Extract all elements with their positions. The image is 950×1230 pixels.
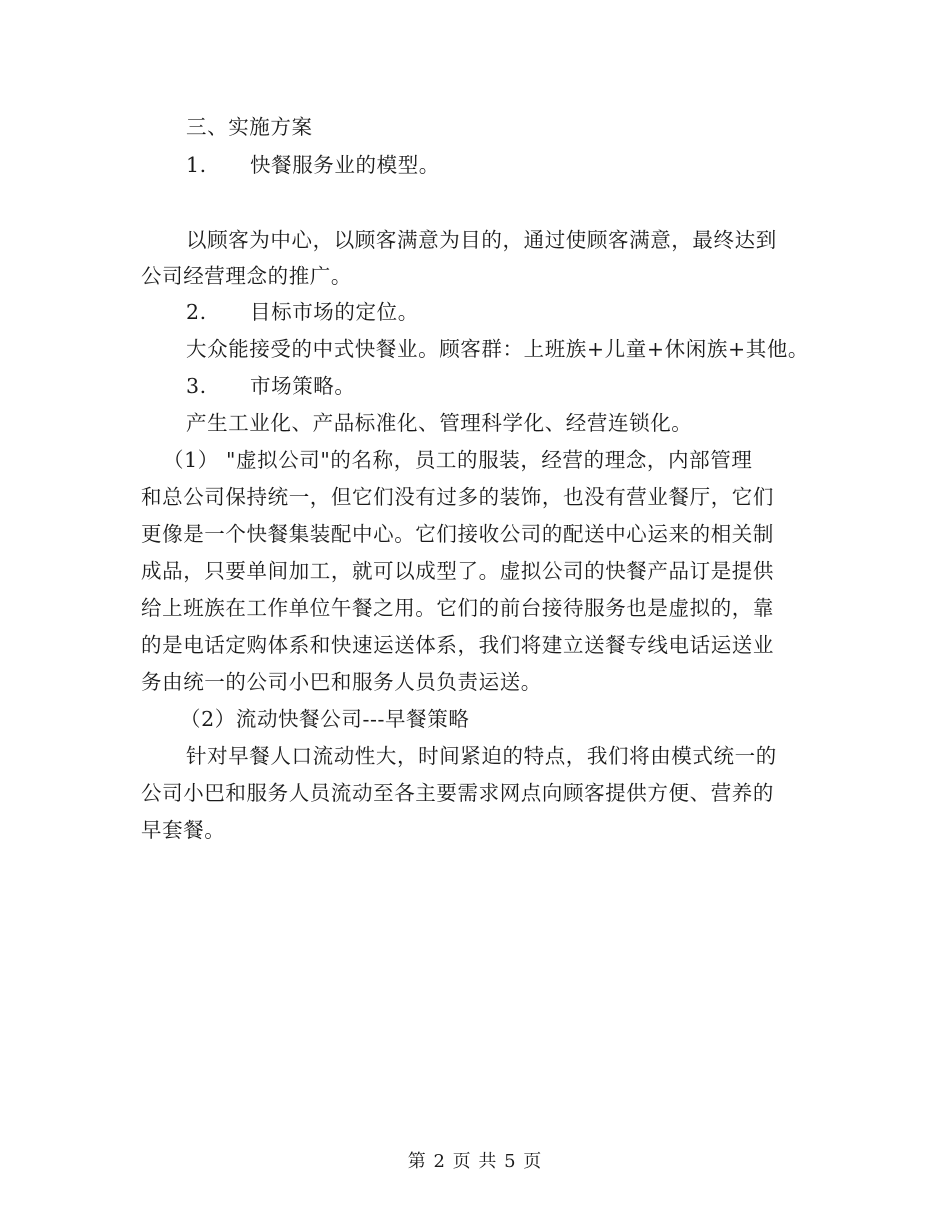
list-item-3-number: 3. (186, 374, 207, 398)
paragraph-5-line-2: 公司小巴和服务人员流动至各主要需求网点向顾客提供方便、营养的 (141, 781, 774, 805)
section-heading: 三、实施方案 (186, 115, 313, 139)
list-item-3 (186, 372, 356, 400)
page-number-footer: 第 2 页 共 5 页 (407, 1151, 543, 1172)
paragraph-4-line-6: 的是电话定购体系和快速运送体系，我们将建立送餐专线电话运送业 (141, 633, 774, 657)
paragraph-4-line-1: （1） "虚拟公司"的名称，员工的服装，经营的理念，内部管理 (163, 448, 753, 472)
list-item-1 (186, 151, 440, 179)
paragraph-4-line-5: 给上班族在工作单位午餐之用。它们的前台接待服务也是虚拟的，靠 (141, 596, 774, 620)
paragraph-4-line-2: 和总公司保持统一，但它们没有过多的装饰，也没有营业餐厅，它们 (141, 485, 774, 509)
list-item-2 (186, 298, 419, 326)
paragraph-1-line-2: 公司经营理念的推广。 (141, 264, 352, 288)
subheading-2: （2）流动快餐公司---早餐策略 (180, 707, 470, 731)
list-item-2-text: 目标市场的定位。 (250, 300, 419, 324)
list-item-1-text: 快餐服务业的模型。 (250, 153, 440, 177)
paragraph-5-line-1: 针对早餐人口流动性大，时间紧迫的特点，我们将由模式统一的 (186, 744, 777, 768)
paragraph-4-line-4: 成品，只要单间加工，就可以成型了。虚拟公司的快餐产品订是提供 (141, 559, 774, 583)
paragraph-2: 大众能接受的中式快餐业。顾客群：上班族+儿童+休闲族+其他。 (186, 337, 810, 361)
paragraph-3: 产生工业化、产品标准化、管理科学化、经营连锁化。 (186, 411, 693, 435)
paragraph-5-line-3: 早套餐。 (141, 818, 226, 842)
paragraph-4-line-7: 务由统一的公司小巴和服务人员负责运送。 (141, 670, 542, 694)
list-item-3-text: 市场策略。 (250, 374, 356, 398)
list-item-2-number: 2. (186, 300, 207, 324)
paragraph-1-line-1: 以顾客为中心，以顾客满意为目的，通过使顾客满意，最终达到 (186, 228, 777, 252)
paragraph-4-line-3: 更像是一个快餐集装配中心。它们接收公司的配送中心运来的相关制 (141, 522, 774, 546)
list-item-1-number: 1. (186, 153, 207, 177)
